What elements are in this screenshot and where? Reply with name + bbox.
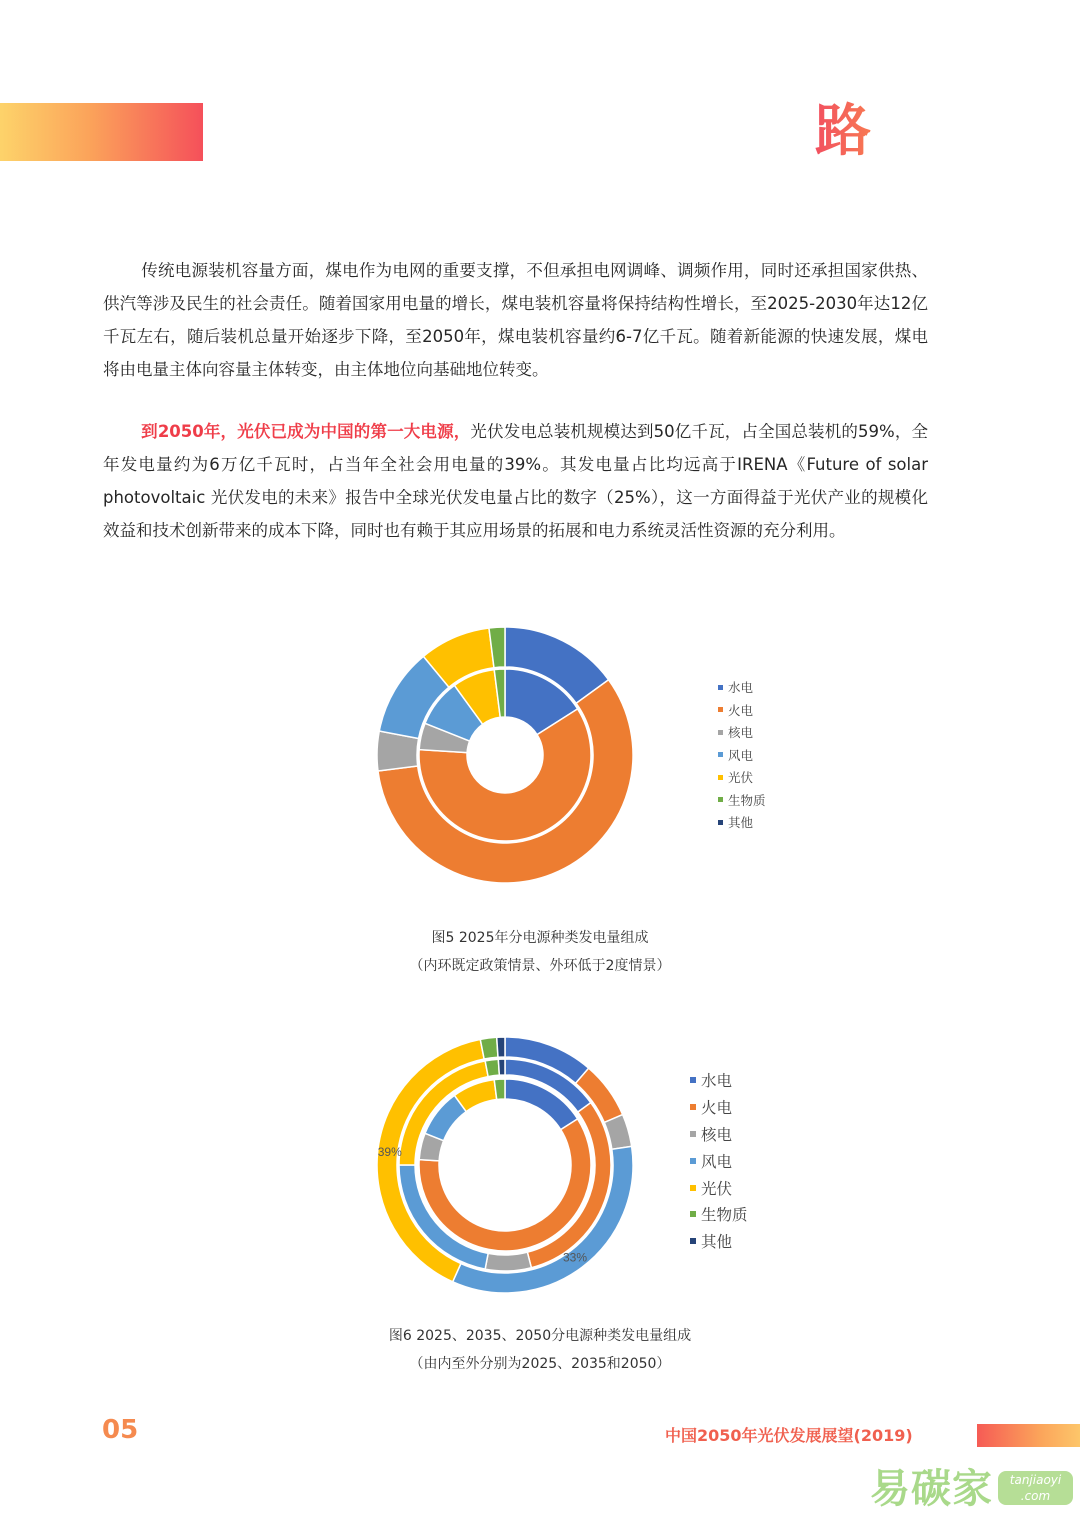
- legend-item: [718, 789, 766, 812]
- watermark-text: [870, 1457, 993, 1514]
- paragraph-text: 光伏发电总装机规模达到50亿千瓦，占全国总装机的59%，全年发电量约为6万亿千瓦时，占当年全社会用电量的39%。其发电量占比均远高于IRENA《Future of solar photovoltaic 光伏发电的未来》报告中全球光伏发电量占比的数字（25%），这一方面得益于光伏产业的规模化效益和技术创新带来的成本下降，同时也有赖于其应用场景的拓展和电力系统灵活性资源的充分利用。: [103, 422, 928, 540]
- footer-doc-title: 中国2050年光伏发展展望(2019): [665, 1426, 913, 1445]
- legend-item: [718, 811, 766, 834]
- legend-item: [718, 676, 766, 699]
- slice-2035-核电: [485, 1252, 531, 1271]
- paragraph-coal-power: [103, 254, 928, 386]
- legend-label: 其他: [728, 815, 754, 831]
- footer-accent-bar: [977, 1424, 1080, 1447]
- legend-swatch: [718, 730, 723, 735]
- paragraph-solar-2050: [103, 415, 928, 547]
- legend-label: 风电: [728, 747, 754, 763]
- legend-item: [718, 744, 766, 767]
- caption-title: 图5 2025年分电源种类发电量组成: [431, 930, 649, 946]
- header-accent-bar: [0, 103, 203, 161]
- figure-caption-5: [0, 924, 1080, 980]
- chart-legend-1: [718, 676, 766, 834]
- legend-label: 生物质: [728, 792, 766, 808]
- legend-item: [718, 699, 766, 722]
- chart-legend-2: [690, 1067, 748, 1255]
- legend-swatch: [690, 1104, 696, 1110]
- data-label: 39%: [377, 1144, 402, 1159]
- legend-label: 其他: [701, 1233, 733, 1252]
- slice-2050-生物质: [480, 1037, 498, 1059]
- chart-multiyear-donut: [365, 1025, 645, 1305]
- caption-subtitle: （由内至外分别为2025、2035和2050）: [409, 1356, 671, 1372]
- watermark-brand: 碳家: [911, 1466, 993, 1512]
- caption-title: 图6 2025、2035、2050分电源种类发电量组成: [388, 1328, 692, 1344]
- legend-swatch: [690, 1077, 696, 1083]
- legend-item: [690, 1121, 748, 1148]
- paragraph-text: 传统电源装机容量方面，煤电作为电网的重要支撑，不但承担电网调峰、调频作用，同时还承担国家供热、供汽等涉及民生的社会责任。随着国家用电量的增长，煤电装机容量将保持结构性增长，至2025-2030年达12亿千瓦左右，随后装机总量开始逐步下降，至2050年，煤电装机容量约6-7亿千瓦。随着新能源的快速发展，煤电将由电量主体向容量主体转变，由主体地位向基础地位转变。: [103, 261, 928, 379]
- legend-item: [690, 1147, 748, 1174]
- legend-swatch: [690, 1131, 696, 1137]
- page-number: 05: [102, 1415, 139, 1445]
- legend-label: 光伏: [728, 770, 754, 786]
- legend-label: 光伏: [701, 1179, 733, 1198]
- legend-item: [690, 1174, 748, 1201]
- legend-label: 生物质: [701, 1206, 748, 1225]
- section-title: 路径: [815, 96, 930, 168]
- legend-label: 水电: [728, 680, 754, 696]
- chart-2025-donut: [365, 615, 645, 895]
- slice-2025-生物质: [494, 1079, 505, 1100]
- legend-swatch: [690, 1185, 696, 1191]
- legend-swatch: [718, 820, 723, 825]
- legend-label: 核电: [728, 725, 754, 741]
- legend-swatch: [690, 1238, 696, 1244]
- legend-swatch: [718, 707, 723, 712]
- legend-swatch: [718, 752, 723, 757]
- legend-item: [690, 1067, 748, 1094]
- watermark-url-line2: .com: [1020, 1489, 1051, 1503]
- legend-label: 火电: [728, 702, 754, 718]
- legend-label: 火电: [701, 1099, 733, 1118]
- watermark-prefix: 易: [870, 1466, 911, 1512]
- legend-label: 核电: [701, 1125, 733, 1144]
- watermark-logo: [870, 1457, 1080, 1517]
- data-label: 33%: [562, 1250, 588, 1265]
- highlight-text: 到2050年，光伏已成为中国的第一大电源，: [141, 422, 471, 441]
- legend-item: [690, 1228, 748, 1255]
- slice-2035-其他: [498, 1059, 505, 1075]
- legend-label: 风电: [701, 1152, 733, 1171]
- legend-swatch: [718, 775, 723, 780]
- legend-swatch: [690, 1211, 696, 1217]
- legend-item: [718, 721, 766, 744]
- watermark-url-line1: tanjiaoyi: [1009, 1473, 1062, 1487]
- slice-2035-生物质: [485, 1059, 499, 1076]
- figure-caption-6: [0, 1322, 1080, 1378]
- legend-swatch: [718, 685, 723, 690]
- legend-swatch: [690, 1158, 696, 1164]
- legend-item: [690, 1201, 748, 1228]
- legend-label: 水电: [701, 1072, 733, 1091]
- watermark-url: [998, 1471, 1073, 1505]
- slice-2050-其他: [497, 1037, 505, 1057]
- legend-swatch: [718, 797, 723, 802]
- legend-item: [690, 1094, 748, 1121]
- legend-item: [718, 766, 766, 789]
- caption-subtitle: （内环既定政策情景、外环低于2度情景）: [409, 958, 671, 974]
